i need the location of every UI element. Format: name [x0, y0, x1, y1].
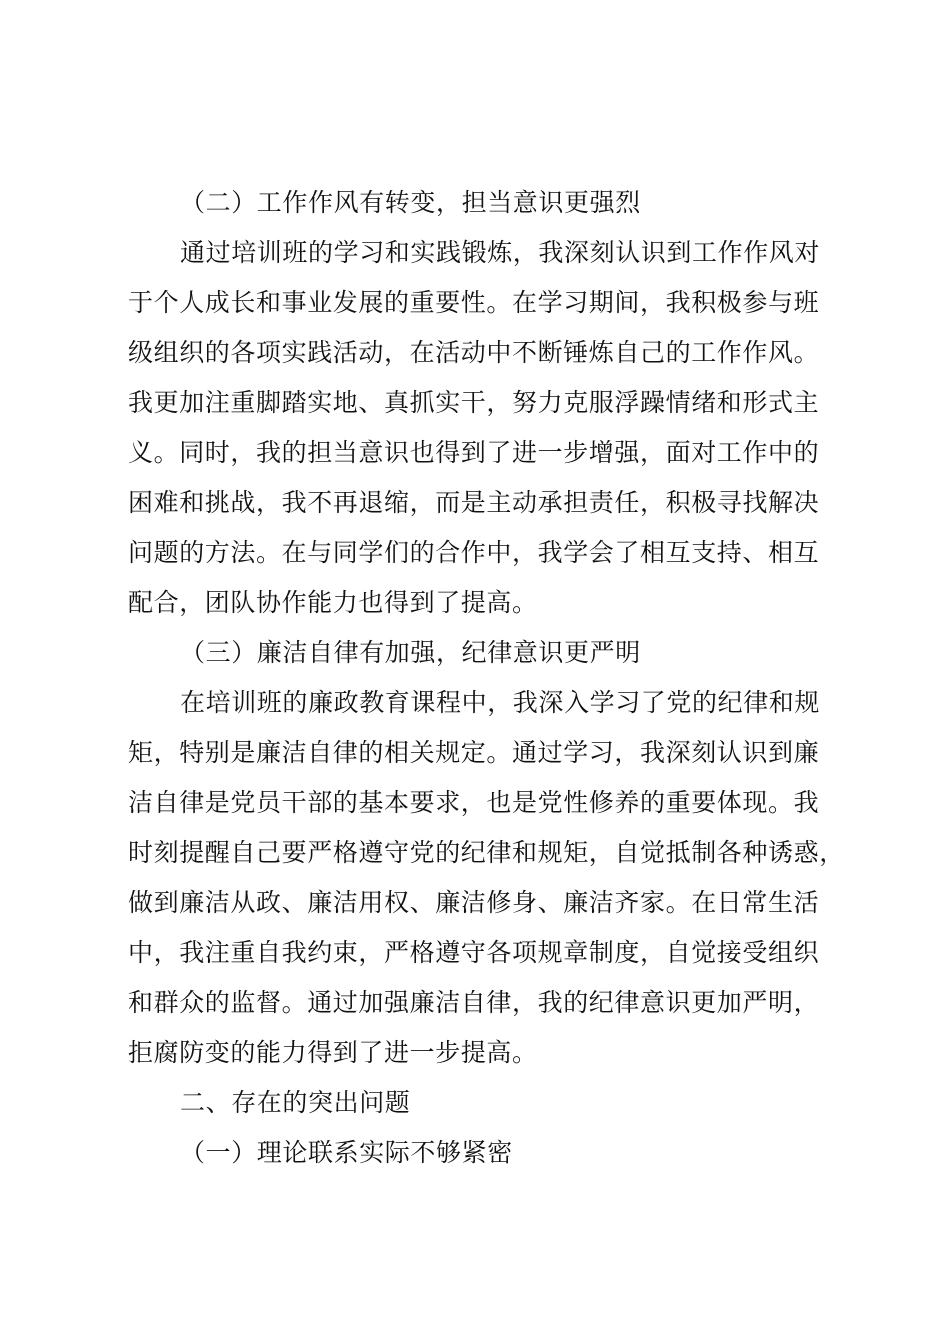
- section-heading-integrity: （三）廉洁自律有加强，纪律意识更严明: [180, 638, 641, 667]
- paragraph-line: 于个人成长和事业发展的重要性。在学习期间，我积极参与班: [128, 288, 820, 317]
- section-heading-theory-practice: （一）理论联系实际不够紧密: [180, 1138, 513, 1167]
- paragraph-line: 中，我注重自我约束，严格遵守各项规章制度，自觉接受组织: [128, 938, 820, 967]
- paragraph-line: 时刻提醒自己要严格遵守党的纪律和规矩，自觉抵制各种诱惑，: [128, 838, 845, 867]
- paragraph-line: 义。同时，我的担当意识也得到了进一步增强，面对工作中的: [128, 438, 820, 467]
- section-heading-work-style: （二）工作作风有转变，担当意识更强烈: [180, 188, 641, 217]
- paragraph-line: 做到廉洁从政、廉洁用权、廉洁修身、廉洁齐家。在日常生活: [128, 888, 820, 917]
- paragraph-line: 在培训班的廉政教育课程中，我深入学习了党的纪律和规: [180, 688, 821, 717]
- paragraph-line: 级组织的各项实践活动，在活动中不断锤炼自己的工作作风。: [128, 338, 820, 367]
- paragraph-line: 我更加注重脚踏实地、真抓实干，努力克服浮躁情绪和形式主: [128, 388, 820, 417]
- chapter-heading-problems: 二、存在的突出问题: [180, 1088, 411, 1117]
- paragraph-line: 洁自律是党员干部的基本要求，也是党性修养的重要体现。我: [128, 788, 820, 817]
- document-body: [128, 178, 845, 1178]
- paragraph-line: 配合，团队协作能力也得到了提高。: [128, 588, 538, 617]
- paragraph-line: 和群众的监督。通过加强廉洁自律，我的纪律意识更加严明，: [128, 988, 820, 1017]
- paragraph-line: 矩，特别是廉洁自律的相关规定。通过学习，我深刻认识到廉: [128, 738, 820, 767]
- paragraph-line: 困难和挑战，我不再退缩，而是主动承担责任，积极寻找解决: [128, 488, 820, 517]
- paragraph-line: 通过培训班的学习和实践锻炼，我深刻认识到工作作风对: [180, 238, 821, 267]
- paragraph-line: 拒腐防变的能力得到了进一步提高。: [128, 1038, 538, 1067]
- paragraph-line: 问题的方法。在与同学们的合作中，我学会了相互支持、相互: [128, 538, 820, 567]
